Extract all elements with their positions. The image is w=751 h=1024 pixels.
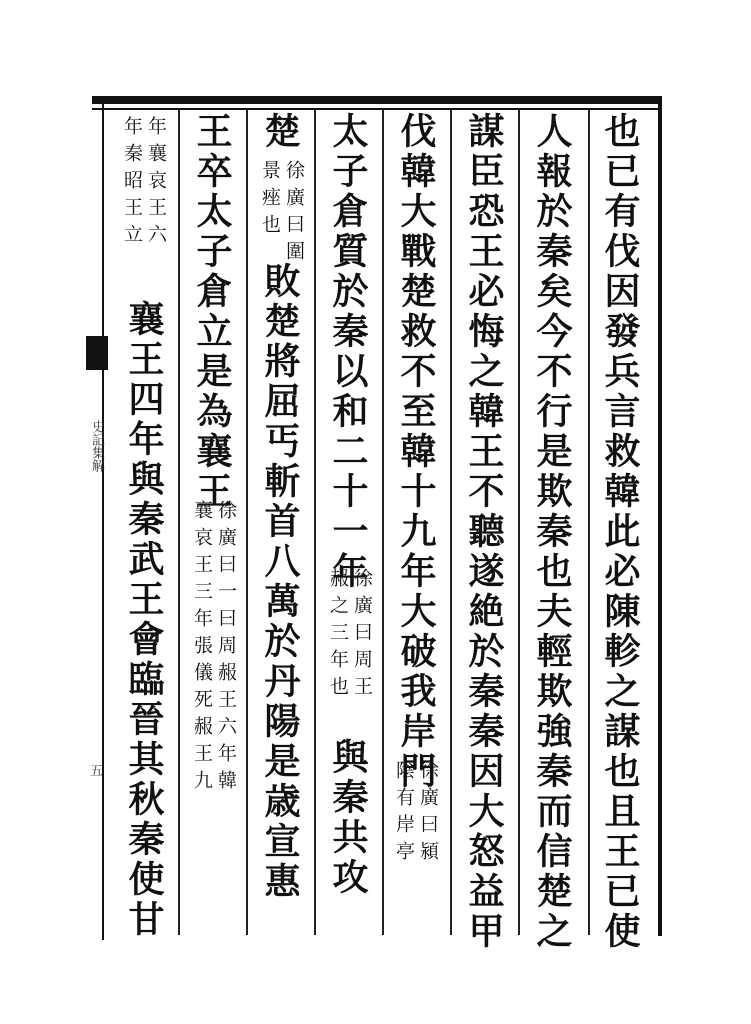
- text-column-6: [260, 112, 300, 152]
- main-text-continued: 與秦共攻: [327, 738, 369, 898]
- fish-tail-mark: [86, 336, 108, 370]
- annotation-left: 赧之三年也: [327, 568, 349, 703]
- column-divider: [382, 110, 384, 935]
- annotation-left: 陰有岸亭: [393, 760, 415, 868]
- annotation-right: 徐廣曰潁: [417, 760, 439, 868]
- text-column-8: 襄王四年與秦武王會臨晉其秋秦使甘: [123, 300, 165, 940]
- main-text-continued: 敗楚將屈丐斬首八萬於丹陽是歳宣惠: [259, 262, 301, 902]
- text-column-4: [396, 112, 436, 792]
- column-divider: [450, 110, 452, 935]
- main-text: 楚: [259, 112, 301, 152]
- column-divider: [246, 110, 248, 935]
- text-column-1: [600, 112, 640, 952]
- annotation-right: 徐廣曰周王: [351, 568, 373, 703]
- column-divider: [588, 110, 590, 935]
- main-text: 人報於秦矣今不行是欺秦也夫輕欺強秦而信楚之: [531, 112, 573, 952]
- margin-book-title: 史記集解: [89, 420, 104, 472]
- left-border: [102, 100, 104, 940]
- top-border: [92, 96, 662, 104]
- annotation-left: 景痤也: [259, 160, 281, 241]
- annotation-right: 年襄哀王六: [145, 116, 167, 251]
- main-text: 太子倉質於秦以和二十一年: [327, 112, 369, 592]
- annotation-right: 徐廣曰一曰周赧王六年韓: [215, 500, 237, 797]
- text-column-5: [328, 112, 368, 592]
- column-divider: [314, 110, 316, 935]
- annotation-right: 徐廣曰圍: [283, 160, 305, 268]
- right-border: [658, 96, 662, 936]
- main-text: 王卒太子倉立是為襄王: [191, 112, 233, 512]
- text-column-3: [464, 112, 504, 952]
- text-column-2: [532, 112, 572, 952]
- annotation-left: 襄哀王三年張儀死赧王九: [191, 500, 213, 797]
- annotation-left: 年秦昭王立: [121, 116, 143, 251]
- text-column-7: [192, 112, 232, 512]
- column-divider: [518, 110, 520, 935]
- margin-page-number: 五: [90, 764, 104, 779]
- main-text: 伐韓大戰楚救不至韓十九年大破我岸門: [395, 112, 437, 792]
- main-text: 也已有伐因發兵言救韓此必陳軫之謀也且王已使: [599, 112, 641, 952]
- main-text: 謀臣恐王必悔之韓王不聽遂絶於秦秦因大怒益甲: [463, 112, 505, 952]
- column-divider: [178, 110, 180, 935]
